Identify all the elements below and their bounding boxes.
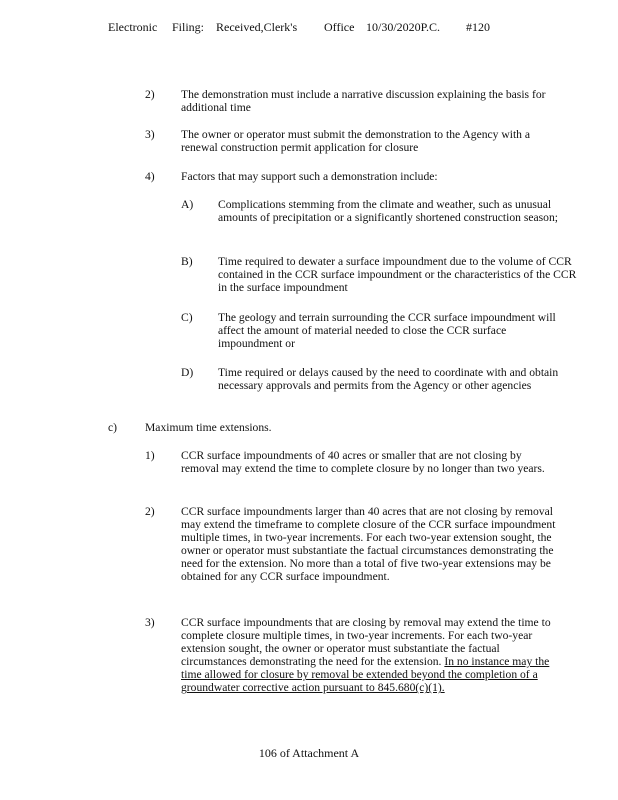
filing-header	[0, 20, 618, 38]
item-number: 3)	[145, 616, 155, 629]
paragraph: The demonstration must include a narrative discussion explaining the basis for additional time	[181, 88, 546, 115]
header-number: #120	[466, 20, 490, 34]
paragraph: CCR surface impoundments larger than 40 acres that are not closing by removal may extend the timeframe to complete closure of the CCR surface impoundment multiple times, in two-year increments. For each two-year extension sought, the owner or operator must substantiate the factual circumstances demonstrating the need for the extension. No more than a total of five two-year extensions may be obtained for any CCR surface impoundment.	[181, 505, 556, 584]
paragraph: Time required to dewater a surface impoundment due to the volume of CCR contained in the CCR surface impoundment or the characteristics of the CCR in the surface impoundment	[218, 255, 577, 295]
paragraph: Maximum time extensions.	[145, 421, 272, 434]
underlined-amendment: In no instance may the time allowed for closure by removal be extended beyond the completion of a groundwater corrective action pursuant to 845.680(c)(1).	[181, 655, 550, 695]
header-office: Office	[324, 20, 355, 34]
paragraph: Complications stemming from the climate and weather, such as unusual amounts of precipitation or a significantly shortened construction season;	[218, 198, 559, 225]
item-number: c)	[108, 421, 118, 434]
paragraph-text: CCR surface impoundments that are closing by removal may extend the time to complete closure multiple times, in two-year increments. For each two-year extension sought, the owner or operator must substantiate the factual circumstances demonstrating the need for the extension.	[181, 616, 551, 669]
page-footer: 106 of Attachment A	[258, 746, 360, 760]
item-number: 4)	[145, 170, 155, 183]
item-number: A)	[181, 198, 194, 211]
item-number: B)	[181, 255, 193, 268]
paragraph	[181, 616, 566, 695]
header-date: 10/30/2020P.C.	[366, 20, 441, 34]
item-number: 2)	[145, 505, 155, 518]
header-filing: Filing:	[172, 20, 205, 34]
paragraph: Time required or delays caused by the need to coordinate with and obtain necessary approvals and permits from the Agency or other agencies	[218, 366, 559, 393]
header-received: Received,Clerk's	[216, 20, 298, 34]
item-number: 3)	[145, 128, 155, 141]
item-number: 1)	[145, 449, 155, 462]
paragraph: CCR surface impoundments of 40 acres or smaller that are not closing by removal may extend the time to complete closure by no longer than two years.	[181, 449, 545, 476]
header-electronic: Electronic	[108, 20, 158, 34]
paragraph: Factors that may support such a demonstration include:	[181, 170, 438, 183]
item-number: C)	[181, 311, 193, 324]
item-number: D)	[181, 366, 194, 379]
paragraph: The owner or operator must submit the demonstration to the Agency with a renewal construction permit application for closure	[181, 128, 531, 155]
paragraph: The geology and terrain surrounding the CCR surface impoundment will affect the amount of material needed to close the CCR surface impoundment or	[218, 311, 556, 351]
item-number: 2)	[145, 88, 155, 101]
